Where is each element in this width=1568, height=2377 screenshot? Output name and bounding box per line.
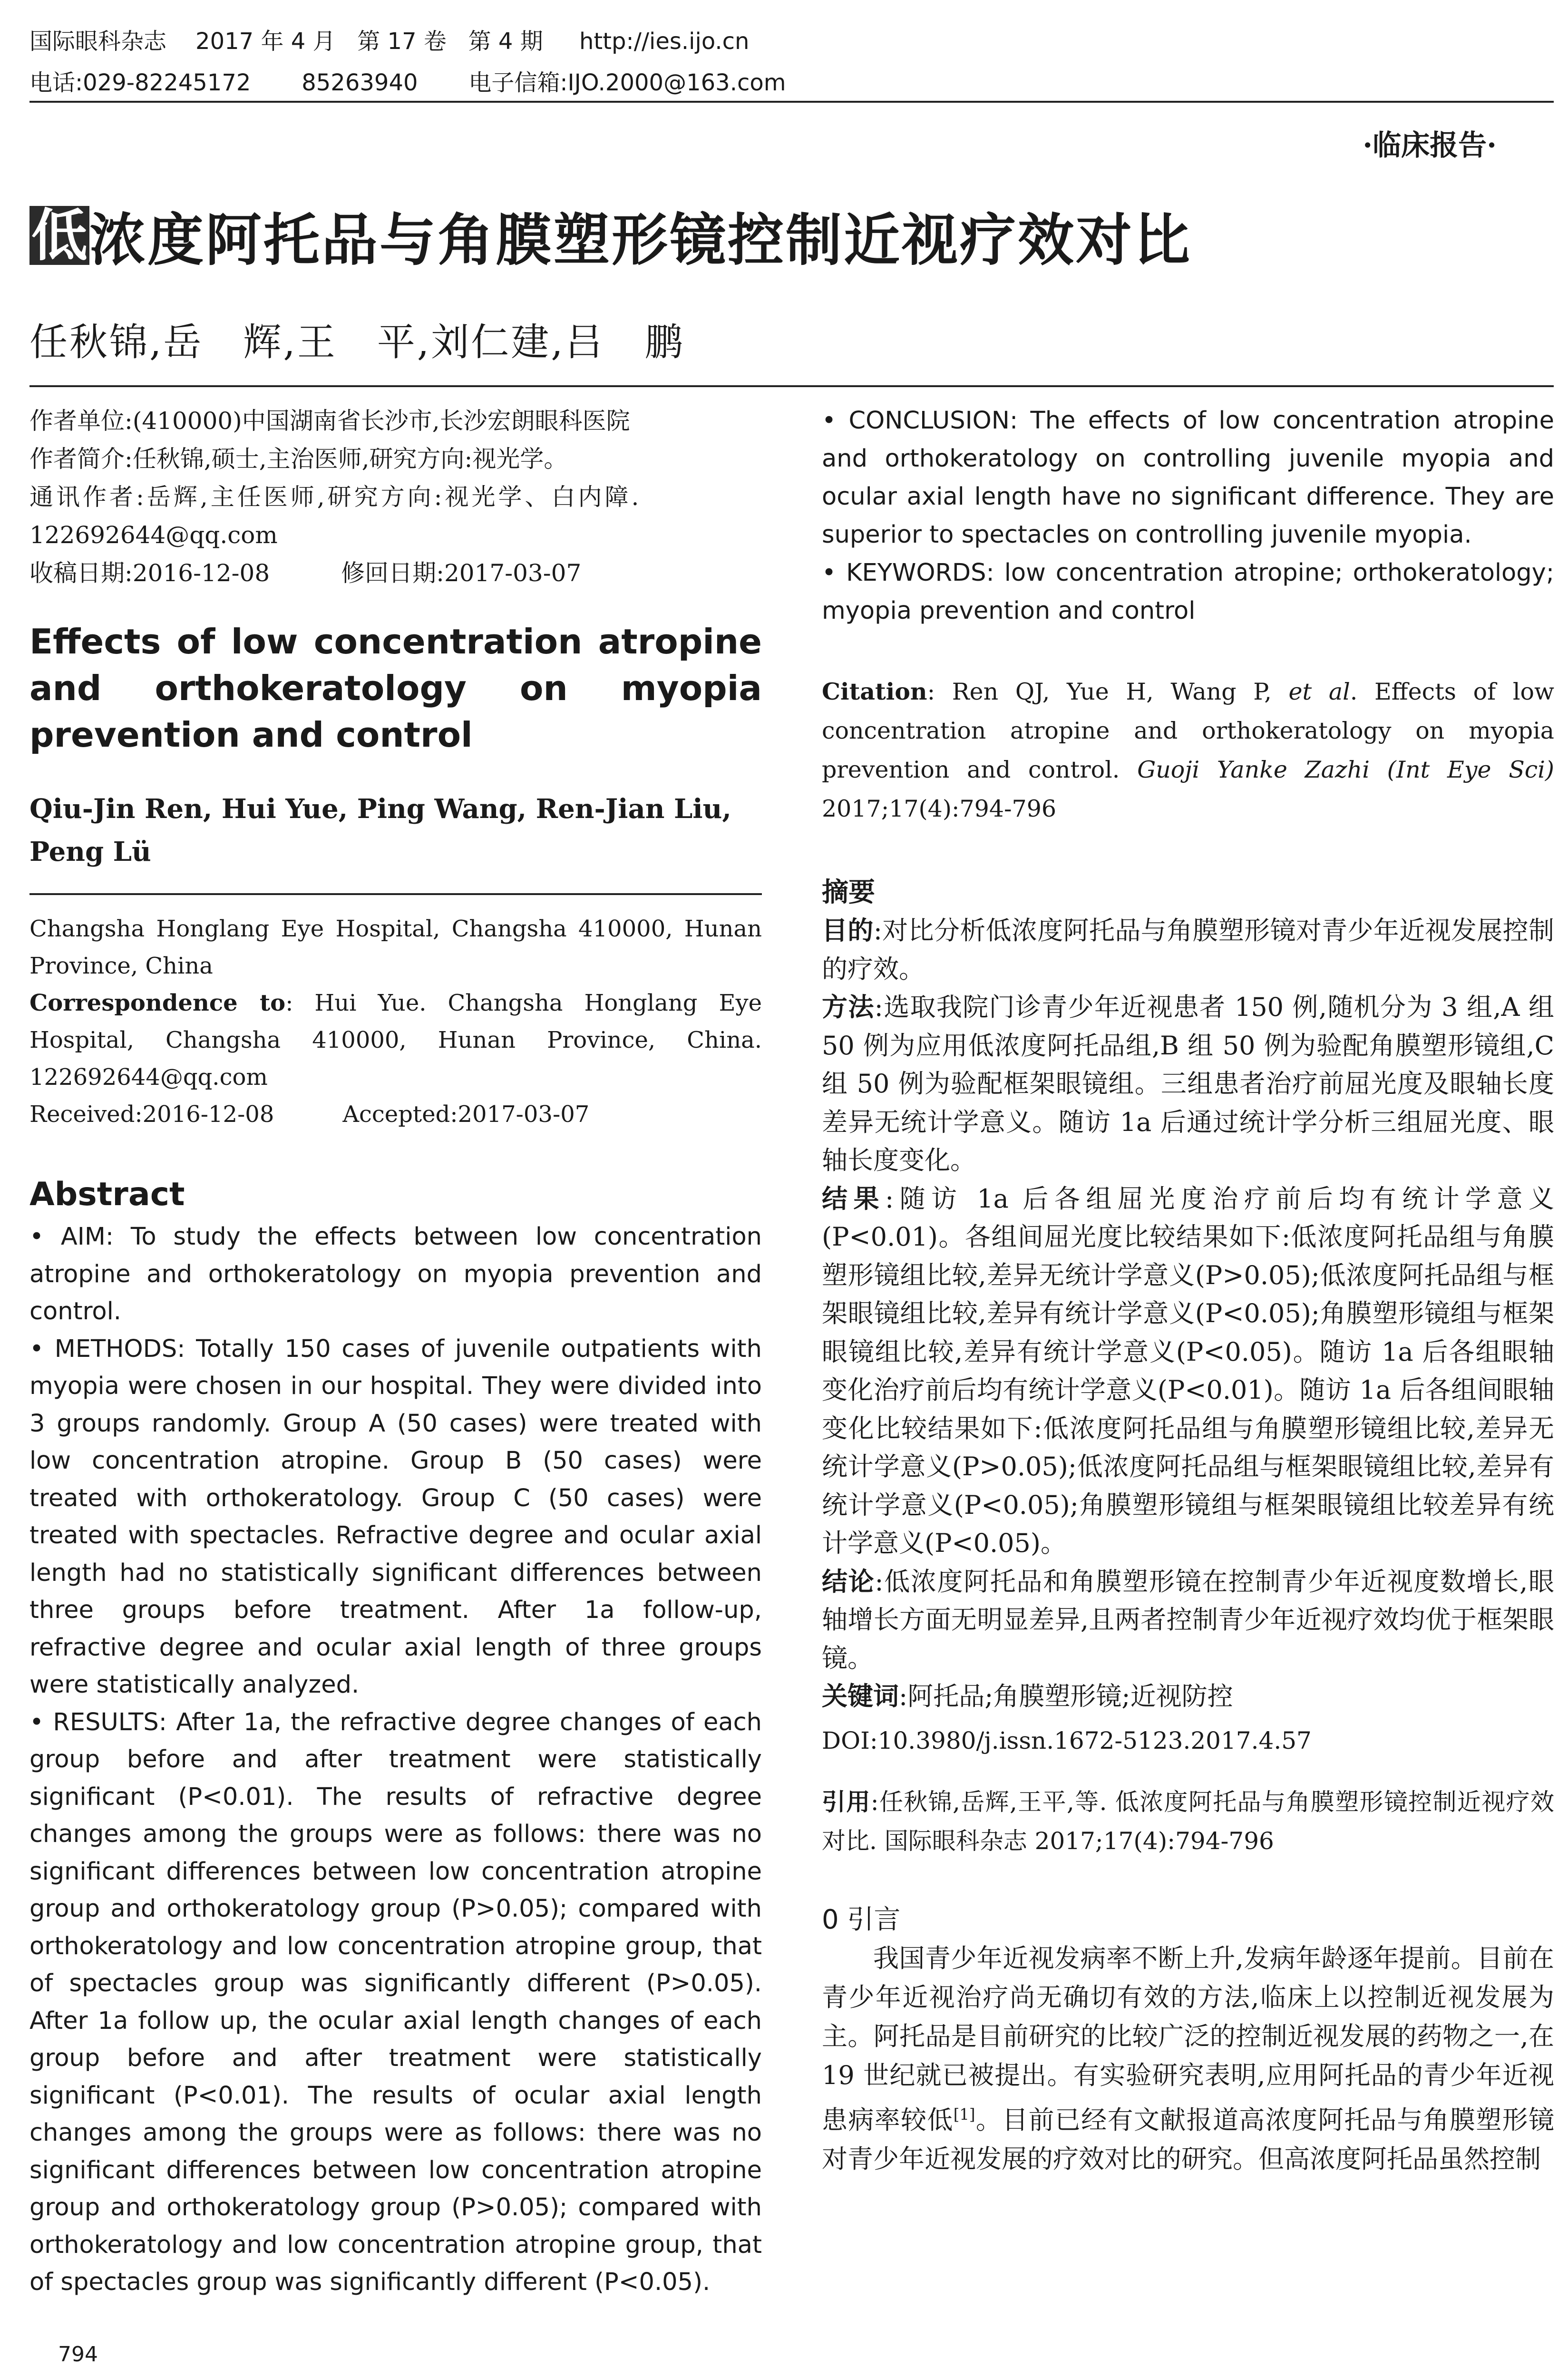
english-authors: Qiu-Jin Ren, Hui Yue, Ping Wang, Ren-Jian Liu, Peng Lü bbox=[29, 793, 731, 867]
doi: DOI:10.3980/j.issn.1672-5123.2017.4.57 bbox=[822, 1726, 1312, 1754]
reference-1: [1] bbox=[953, 2105, 975, 2124]
conclusion-text: : The effects of low concentration atropine and orthokeratology on controlling juvenile myopia and ocular axial length have no significant difference. They are superior to spectacles on controlling juvenile myopia. bbox=[822, 407, 1554, 549]
keywords-text: : low concentration atropine; orthokeratology; myopia prevention and control bbox=[822, 559, 1555, 625]
header-rule bbox=[29, 101, 1554, 103]
zh-citation-label: 引用 bbox=[822, 1788, 871, 1816]
abstract-methods bbox=[29, 1331, 762, 1704]
citation bbox=[822, 672, 1554, 828]
title-first-char: 低 bbox=[29, 206, 89, 265]
correspondence-text: : Hui Yue. Changsha Honglang Eye Hospital, Changsha 410000, Hunan Province, China. 122692644@qq.com bbox=[29, 990, 762, 1091]
zh-keywords-text: :阿托品;角膜塑形镜;近视防控 bbox=[899, 1681, 1233, 1711]
intro-text-a: 我国青少年近视发病率不断上升,发病年龄逐年提前。目前在青少年近视治疗尚无确切有效的方法,临床上以控制近视发展为主。阿托品是目前研究的比较广泛的控制近视发展的药物之一,在 19 世纪就已被提出。有实验研究表明,应用阿托品的青少年近视患病率较低 bbox=[822, 1943, 1554, 2135]
abstract-results bbox=[29, 1704, 762, 2301]
citation-journal: Guoji Yanke Zazhi (Int Eye Sci) bbox=[1137, 756, 1554, 783]
abstract-conclusion bbox=[822, 402, 1554, 554]
authors-zh: 任秋锦,岳 辉,王 平,刘仁建,吕 鹏 bbox=[29, 320, 685, 364]
zh-citation-text: :任秋锦,岳辉,王平,等. 低浓度阿托品与角膜塑形镜控制近视疗效对比. 国际眼科杂志 2017;17(4):794-796 bbox=[822, 1788, 1555, 1855]
page-title bbox=[29, 200, 1192, 271]
abstract-heading: Abstract bbox=[29, 1176, 185, 1213]
correspondence bbox=[29, 984, 762, 1096]
zh-methods-label: 方法 bbox=[822, 992, 875, 1022]
zh-aim-text: :对比分析低浓度阿托品与角膜塑形镜对青少年近视发展控制的疗效。 bbox=[822, 916, 1554, 984]
zh-keywords bbox=[822, 1677, 1554, 1716]
correspondence-label: Correspondence to bbox=[29, 990, 286, 1016]
methods-label: • METHODS bbox=[29, 1335, 177, 1363]
corresponding-author: 通讯作者:岳辉,主任医师,研究方向:视光学、白内障. bbox=[29, 483, 642, 511]
conclusion-label: • CONCLUSION bbox=[822, 407, 1010, 435]
left-column bbox=[29, 402, 762, 2301]
author-bio: 作者简介:任秋锦,硕士,主治医师,研究方向:视光学。 bbox=[29, 445, 568, 473]
results-label: • RESULTS bbox=[29, 1708, 159, 1736]
corresponding-email: 122692644@qq.com bbox=[29, 521, 278, 549]
zh-results-text: :随访 1a 后各组屈光度治疗前后均有统计学意义(P<0.01)。各组间屈光度比较结果如下:低浓度阿托品组与角膜塑形镜组比较,差异无统计学意义(P>0.05);低浓度阿托品组与框架眼镜组比较,差异有统计学意义(P<0.05);角膜塑形镜组与框架眼镜组比较,差异有统计学意义(P<0.05)。随访 1a 后各组眼轴变化治疗前后均有统计学意义(P<0.01)。随访 1a 后各组间眼轴变化比较结果如下:低浓度阿托品组与角膜塑形镜组比较,差异无统计学意义(P>0.05);低浓度阿托品组与框架眼镜组比较,差异有统计学意义(P<0.05);角膜塑形镜组与框架眼镜组比较差异有统计学意义(P<0.05)。 bbox=[822, 1183, 1554, 1558]
citation-text2: . Effects of low concentration atropine and orthokeratology on myopia prevention and control. bbox=[822, 678, 1554, 783]
journal-header-line2: 电话:029-82245172 85263940 电子信箱:IJO.2000@163.com bbox=[29, 69, 786, 96]
zh-conclusion-text: :低浓度阿托品和角膜塑形镜在控制青少年近视度数增长,眼轴增长方面无明显差异,且两者控制青少年近视疗效均优于框架眼镜。 bbox=[822, 1566, 1555, 1673]
page-number: 794 bbox=[58, 2342, 98, 2367]
methods-text: : Totally 150 cases of juvenile outpatients with myopia were chosen in our hospital. They were divided into 3 groups randomly. Group A (50 cases) were treated with low concentration atropine. Group B (50 cases) were treated with orthokeratology. Group C (50 cases) were treated with spectacles. Refractive degree and ocular axial length had no statistically significant differences between three groups before treatment. After 1a follow-up, refractive degree and ocular axial length of three groups were statistically analyzed. bbox=[29, 1335, 762, 1699]
journal-header-line1: 国际眼科杂志 2017 年 4 月 第 17 卷 第 4 期 http://ies.ijo.cn bbox=[29, 28, 750, 55]
abstract-aim bbox=[29, 1218, 762, 1331]
section-rule bbox=[29, 893, 762, 895]
zh-methods bbox=[822, 988, 1554, 1180]
citation-text3: 2017;17(4):794-796 bbox=[822, 795, 1057, 822]
author-info bbox=[29, 402, 762, 592]
title-text: 浓度阿托品与角膜塑形镜控制近视疗效对比 bbox=[89, 207, 1192, 273]
zh-conclusion bbox=[822, 1563, 1554, 1678]
zh-aim-label: 目的 bbox=[822, 916, 874, 945]
dates-zh: 收稿日期:2016-12-08 修回日期:2017-03-07 bbox=[29, 559, 582, 587]
aim-label: • AIM bbox=[29, 1223, 106, 1251]
zh-results-label: 结果 bbox=[822, 1183, 885, 1214]
affiliation: Changsha Honglang Eye Hospital, Changsha 410000, Hunan Province, China bbox=[29, 916, 762, 979]
intro-heading: 0 引言 bbox=[822, 1904, 901, 1935]
keywords-label: • KEYWORDS bbox=[822, 559, 986, 587]
zh-aim bbox=[822, 912, 1554, 988]
citation-etal: et al bbox=[1288, 678, 1350, 705]
author-unit: 作者单位:(410000)中国湖南省长沙市,长沙宏朗眼科医院 bbox=[29, 407, 630, 435]
english-title: Effects of low concentration atropine and orthokeratology on myopia prevention and control bbox=[29, 622, 762, 755]
citation-text: : Ren QJ, Yue H, Wang P, bbox=[927, 678, 1289, 705]
title-rule bbox=[29, 385, 1554, 387]
zh-citation bbox=[822, 1783, 1554, 1861]
zh-methods-text: :选取我院门诊青少年近视患者 150 例,随机分为 3 组,A 组 50 例为应用低浓度阿托品组,B 组 50 例为验配角膜塑形镜组,C 组 50 例为验配框架眼镜组。三组患者治疗前屈光度及眼轴长度差异无统计学意义。随访 1a 后通过统计学分析三组屈光度、眼轴长度变化。 bbox=[822, 992, 1555, 1175]
zh-abstract-heading: 摘要 bbox=[822, 877, 875, 908]
citation-label: Citation bbox=[822, 678, 927, 705]
received-accepted: Received:2016-12-08 Accepted:2017-03-07 bbox=[29, 1101, 590, 1128]
abstract-keywords bbox=[822, 554, 1554, 630]
zh-results bbox=[822, 1180, 1554, 1563]
results-text: : After 1a, the refractive degree changes of each group before and after treatment were statistically significant (P<0.01). The results of refractive degree changes among the groups were as follows: there was no significant differences between low concentration atropine group and orthokeratology group (P>0.05); compared with orthokeratology and low concentration atropine group, that of spectacles group was significantly different (P>0.05). After 1a follow up, the ocular axial length changes of each group before and after treatment were statistically significant (P<0.01). The results of ocular axial length changes among the groups were as follows: there was no significant differences between low concentration atropine group and orthokeratology group (P>0.05); compared with orthokeratology and low concentration atropine group, that of spectacles group was significantly different (P<0.05). bbox=[29, 1708, 762, 2296]
intro-paragraph bbox=[822, 1939, 1554, 2179]
zh-conclusion-label: 结论 bbox=[822, 1566, 875, 1597]
zh-keywords-label: 关键词 bbox=[822, 1681, 899, 1711]
right-column bbox=[822, 402, 1554, 2179]
intro-text-b: 。目前已经有文献报道高浓度阿托品与角膜塑形镜对青少年近视发展的疗效对比的研究。但高浓度阿托品虽然控制 bbox=[822, 2104, 1554, 2174]
aim-text: : To study the effects between low concentration atropine and orthokeratology on myopia prevention and control. bbox=[29, 1223, 762, 1325]
column-tag: ·临床报告· bbox=[1363, 129, 1497, 162]
